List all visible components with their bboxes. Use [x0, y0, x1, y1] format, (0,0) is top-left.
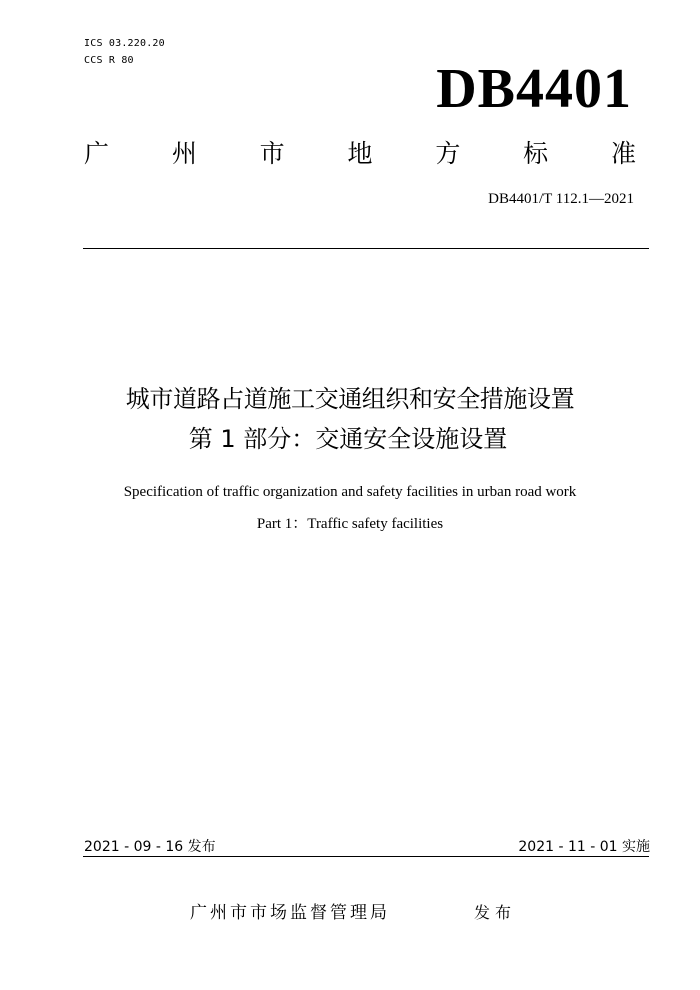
standard-type-char: 市 [259, 139, 285, 168]
title-zh-part: 第 1 部分：交通安全设施设置 [188, 425, 508, 453]
implementation-date: 2021 - 11 - 01 实施 [518, 839, 650, 855]
issue-action: 发布 [474, 903, 517, 922]
standard-type-char: 准 [610, 139, 636, 168]
title-en-main: Specification of traffic organization and safety facilities in urban road work [123, 484, 577, 500]
standard-type-char: 州 [171, 139, 197, 168]
issue-date: 2021 - 09 - 16 发布 [84, 839, 216, 855]
standard-type-char: 广 [84, 139, 110, 168]
standard-type-char: 标 [523, 139, 549, 168]
bottom-divider [83, 856, 649, 857]
issuing-authority: 广州市市场监督管理局 [190, 903, 390, 923]
title-en-part: Part 1：Traffic safety facilities [256, 516, 444, 532]
title-zh-main: 城市道路占道施工交通组织和安全措施设置 [125, 385, 575, 413]
top-divider [83, 248, 649, 249]
ccs-code: CCS R 80 [84, 55, 134, 66]
ics-code: ICS 03.220.20 [84, 38, 165, 49]
standard-mark: DB4401 [436, 58, 632, 120]
standard-number: DB4401/T 112.1—2021 [488, 191, 634, 207]
standard-type-char: 地 [347, 139, 373, 168]
standard-type [84, 138, 636, 170]
standard-type-char: 方 [435, 139, 461, 168]
